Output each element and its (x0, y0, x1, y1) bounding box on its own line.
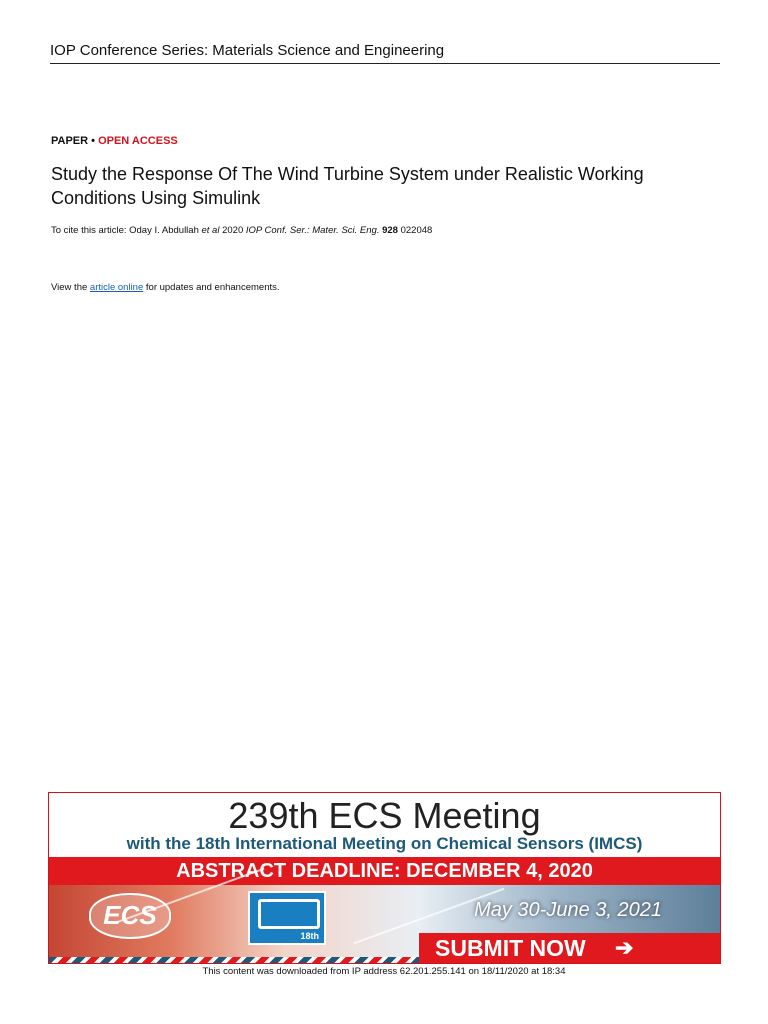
imcs-edition: 18th (300, 931, 319, 941)
journal-title: IOP Conference Series: Materials Science and Engineering (50, 42, 445, 59)
view-suffix: for updates and enhancements. (145, 282, 280, 293)
paper-type-label: PAPER (51, 135, 89, 147)
ecs-logo-text: ECS (103, 900, 157, 930)
submit-now-label: SUBMIT NOW (435, 935, 586, 961)
ecs-meeting-banner[interactable] (48, 792, 721, 964)
citation-line (51, 225, 432, 236)
banner-deadline: ABSTRACT DEADLINE: DECEMBER 4, 2020 (49, 857, 720, 885)
cite-journal: IOP Conf. Ser.: Mater. Sci. Eng. (245, 225, 380, 236)
imcs-logo-icon (248, 891, 326, 945)
journal-header (50, 42, 720, 64)
article-online-link[interactable]: article online (89, 282, 144, 293)
banner-stripe (49, 957, 419, 963)
separator-dot: • (91, 135, 96, 147)
open-access-label: OPEN ACCESS (98, 135, 178, 147)
download-footer-note: This content was downloaded from IP address 62.201.255.141 on 18/11/2020 at 18:34 (202, 966, 566, 977)
submit-now-button[interactable] (419, 933, 720, 963)
imcs-logo-mark (258, 899, 320, 929)
cite-prefix: To cite this article: Oday I. Abdullah (51, 225, 199, 236)
paper-type-line (51, 135, 178, 147)
article-title: Study the Response Of The Wind Turbine System under Realistic Working Conditions Using Simulink (51, 164, 644, 208)
view-prefix: View the (51, 282, 88, 293)
view-online-line (51, 282, 280, 293)
cite-year: 2020 (222, 225, 244, 236)
cite-article-number: 022048 (400, 225, 433, 236)
banner-dates: May 30-June 3, 2021 (474, 899, 662, 921)
arrow-right-icon: ➔ (615, 935, 634, 960)
cite-etal: et al (201, 225, 220, 236)
banner-subtitle: with the 18th International Meeting on Chemical Sensors (IMCS) (126, 834, 643, 853)
banner-title: 239th ECS Meeting (228, 795, 541, 836)
ecs-logo-icon (89, 893, 171, 939)
cite-volume: 928 (382, 225, 398, 236)
